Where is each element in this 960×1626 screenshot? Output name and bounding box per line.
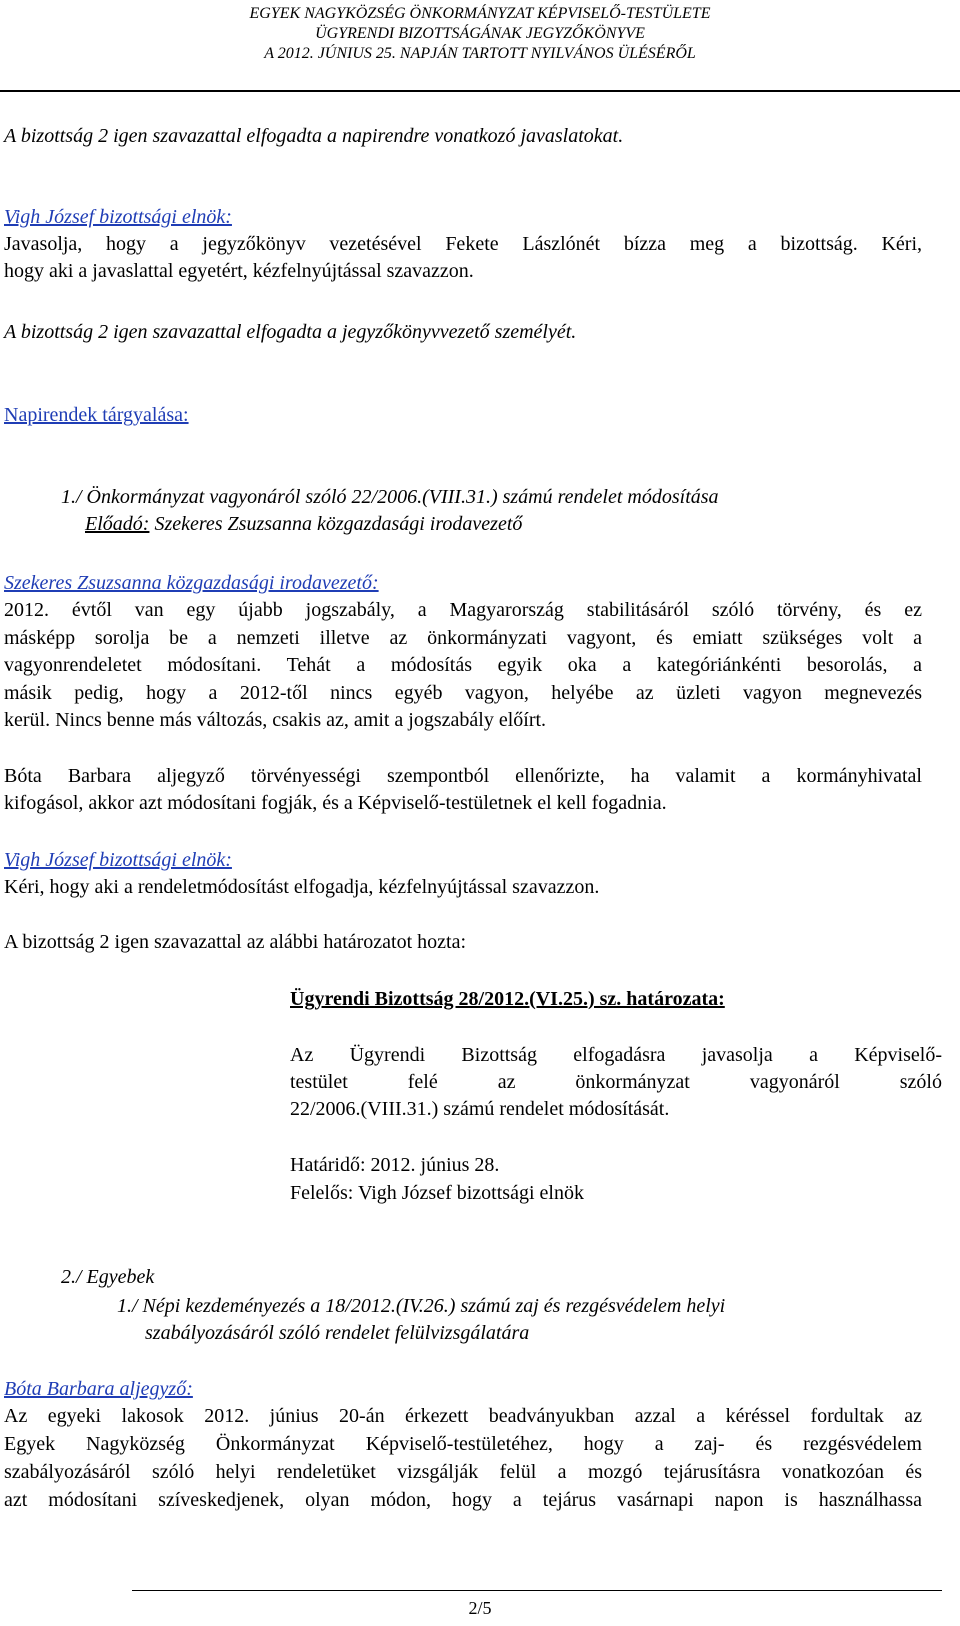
agenda-item-1: 1./ Önkormányzat vagyonáról szóló 22/2006.(VIII.31.) számú rendelet módosítása	[61, 486, 719, 508]
paragraph-vote-recorder: A bizottság 2 igen szavazattal elfogadta a jegyzőkönyvvezető személyét.	[4, 321, 577, 343]
speaker-heading: Szekeres Zsuzsanna közgazdasági irodavezető:	[4, 572, 379, 594]
header-line-2: ÜGYRENDI BIZOTTSÁGÁNAK JEGYZŐKÖNYVE	[315, 25, 645, 42]
paragraph-line: 2012. évtől van egy újabb jogszabály, a Magyarország stabilitásáról szóló törvény, és ez	[4, 599, 922, 621]
resolution-line: 22/2006.(VIII.31.) számú rendelet módosítását.	[290, 1098, 670, 1120]
footer-divider	[132, 1590, 942, 1591]
resolution-responsible: Felelős: Vigh József bizottsági elnök	[290, 1182, 584, 1204]
resolution-title: Ügyrendi Bizottság 28/2012.(VI.25.) sz. határozata:	[290, 988, 725, 1010]
header-divider	[0, 90, 960, 92]
paragraph-line: Bóta Barbara aljegyző törvényességi szempontból ellenőrizte, ha valamit a kormányhivatal	[4, 765, 922, 787]
paragraph-line: vagyonrendeletet módosítani. Tehát a módosítás egyik oka a kategóriánkénti besorolás, a	[4, 654, 922, 676]
paragraph-vote-agenda: A bizottság 2 igen szavazattal elfogadta a napirendre vonatkozó javaslatokat.	[4, 125, 624, 147]
paragraph-line: kerül. Nincs benne más változás, csakis az, amit a jogszabály előírt.	[4, 709, 547, 731]
resolution-line: Az Ügyrendi Bizottság elfogadásra javasolja a Képviselő-	[290, 1044, 942, 1066]
speaker-heading: Bóta Barbara aljegyző:	[4, 1378, 193, 1400]
paragraph-line: azt módosítani szíveskedjenek, olyan módon, hogy a tejárus vasárnapi napon is használhassa	[4, 1489, 922, 1511]
paragraph-line: A bizottság 2 igen szavazattal az alábbi határozatot hozta:	[4, 931, 467, 953]
paragraph-line: másképp sorolja be a nemzeti illetve az önkormányzati vagyont, és emiatt szükséges volt a	[4, 627, 922, 649]
presenter-line	[85, 513, 522, 536]
paragraph-line: hogy aki a javaslattal egyetért, kézfelnyújtással szavazzon.	[4, 260, 474, 282]
sub-item-line: szabályozásáról szóló rendelet felülvizsgálatára	[145, 1322, 530, 1344]
speaker-heading: Vigh József bizottsági elnök:	[4, 206, 232, 228]
paragraph-line: Javasolja, hogy a jegyzőkönyv vezetésével Fekete Lászlónét bízza meg a bizottság. Kéri,	[4, 233, 922, 255]
header-line-1: EGYEK NAGYKÖZSÉG ÖNKORMÁNYZAT KÉPVISELŐ-TESTÜLETE	[249, 5, 711, 22]
header-line-3: A 2012. JÚNIUS 25. NAPJÁN TARTOTT NYILVÁNOS ÜLÉSÉRŐL	[264, 45, 696, 62]
paragraph-line: Kéri, hogy aki a rendeletmódosítást elfogadja, kézfelnyújtással szavazzon.	[4, 876, 600, 898]
resolution-deadline: Határidő: 2012. június 28.	[290, 1154, 500, 1176]
paragraph-line: kifogásol, akkor azt módosítani fogják, és a Képviselő-testületnek el kell fogadnia.	[4, 792, 667, 814]
agenda-heading: Napirendek tárgyalása:	[4, 404, 189, 426]
paragraph-line: szabályozásáról szóló helyi rendeletüket vizsgálják felül a mozgó tejárusításra vonatkozóan és	[4, 1461, 922, 1483]
speaker-heading: Vigh József bizottsági elnök:	[4, 849, 232, 871]
paragraph-line: másik pedig, hogy a 2012-től nincs egyéb vagyon, helyébe az üzleti vagyon megnevezés	[4, 682, 922, 704]
agenda-item-2: 2./ Egyebek	[61, 1266, 155, 1288]
paragraph-line: Egyek Nagyközség Önkormányzat Képviselő-testületéhez, hogy a zaj- és rezgésvédelem	[4, 1433, 922, 1455]
presenter-label: Előadó:	[85, 513, 150, 535]
sub-item-line: 1./ Népi kezdeményezés a 18/2012.(IV.26.) számú zaj és rezgésvédelem helyi	[117, 1295, 726, 1317]
paragraph-line: Az egyeki lakosok 2012. június 20-án érkezett beadványukban azzal a kéréssel fordultak az	[4, 1405, 922, 1427]
resolution-line: testület felé az önkormányzat vagyonáról szóló	[290, 1071, 942, 1093]
page-number: 2/5	[468, 1598, 492, 1618]
presenter-name: Szekeres Zsuzsanna közgazdasági irodavezető	[149, 513, 523, 535]
